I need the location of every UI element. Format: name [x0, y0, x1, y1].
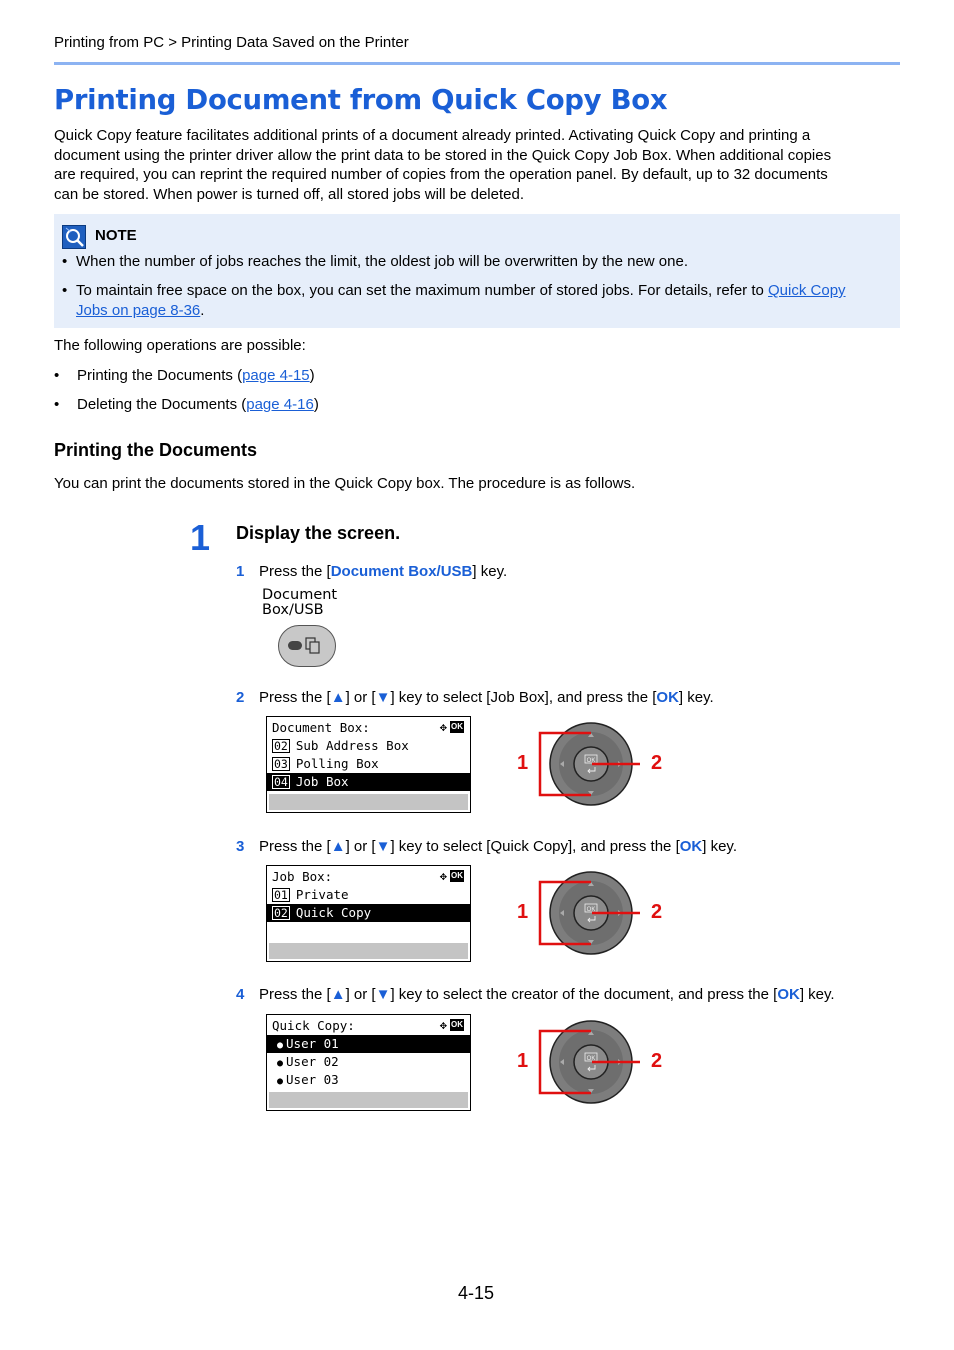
document-box-usb-key-label [262, 588, 337, 618]
lcd-menu-item[interactable] [267, 737, 470, 755]
note-item2-text: To maintain free space on the box, you can set the maximum number of stored jobs. For details, refer to [76, 282, 769, 299]
operation-text [77, 366, 654, 386]
operation-text [77, 395, 654, 415]
bullet: • [62, 282, 68, 299]
lcd-status-bar [269, 794, 468, 810]
note-item2-end: . [200, 301, 205, 319]
arrows-icon: ✥ [439, 1018, 447, 1032]
page-title: Printing Document from Quick Copy Box [54, 84, 668, 116]
substep-post: ] key. [472, 563, 508, 580]
key-label-line: Document [262, 587, 338, 603]
intro-line: Quick Copy feature facilitates additional prints of a document already printed. Activating Quick Copy and printing a [54, 127, 811, 144]
ok-icon: OK [451, 871, 463, 880]
substep-mid: ] or [ [345, 986, 376, 1003]
operations-intro: The following operations are possible: [54, 337, 306, 354]
lcd-quick-copy [266, 1014, 471, 1111]
quick-copy-jobs-link-b[interactable]: Jobs on page 8-36 [76, 301, 201, 319]
item-number: 03 [274, 757, 288, 771]
up-arrow-glyph: ▲ [330, 986, 346, 1003]
note-item-text: When the number of jobs reaches the limit, the oldest job will be overwritten by the new one. [76, 253, 688, 270]
note-item [62, 252, 892, 272]
lcd-document-box [266, 716, 471, 813]
lcd-menu-item[interactable] [267, 755, 470, 773]
arrows-icon: ✥ [439, 869, 447, 883]
op1-text: Printing the Documents ( [77, 367, 243, 384]
down-arrow-glyph: ▼ [375, 838, 391, 855]
ok-key-name: OK [656, 689, 679, 706]
callout-2: 2 [651, 901, 663, 923]
item-label: Private [295, 887, 349, 902]
item-label: User 03 [286, 1072, 339, 1087]
navigation-controller [512, 1019, 682, 1111]
substep-post: ] key. [702, 838, 737, 855]
intro-line: can be stored. When power is turned off, all stored jobs will be deleted. [54, 185, 524, 203]
step-number: 1 [190, 517, 211, 558]
lcd-menu-item-selected[interactable] [267, 1035, 470, 1053]
ok-icon: OK [451, 1020, 463, 1029]
lcd-menu-item-selected[interactable] [267, 773, 470, 791]
document-box-usb-key[interactable] [278, 625, 336, 667]
page-4-16-link[interactable]: page 4-16 [246, 396, 314, 413]
substep-post: ] key. [799, 986, 835, 1003]
item-label: User 01 [286, 1036, 339, 1051]
intro-line: document using the printer driver allow the print data to be stored in the Quick Copy Job Box. When additional copies [54, 146, 832, 164]
substep-post: ] key. [678, 689, 714, 706]
ok-key-name: OK [777, 986, 800, 1003]
item-label: User 02 [286, 1054, 339, 1069]
substep-pre: Press the [ [259, 838, 331, 855]
substep-pre: Press the [ [259, 689, 331, 706]
lcd-status-bar [269, 1092, 468, 1108]
substep-text [259, 837, 737, 857]
ok-key-label: OK [586, 907, 596, 913]
quick-copy-jobs-link-a[interactable]: Quick Copy [768, 282, 846, 299]
note-icon [62, 225, 86, 249]
substep-number: 4 [236, 986, 245, 1003]
key-label-line: Box/USB [262, 602, 324, 618]
item-number: 04 [274, 775, 288, 789]
user-icon: ● [277, 1040, 284, 1051]
substep-number: 3 [236, 838, 245, 855]
breadcrumb: Printing from PC > Printing Data Saved on the Printer [54, 34, 409, 51]
lcd-menu-item[interactable] [267, 1071, 470, 1089]
bullet: • [54, 367, 60, 384]
arrows-icon: ✥ [439, 720, 447, 734]
substep-2 [236, 688, 936, 708]
document-box-usb-key-name: Document Box/USB [330, 563, 473, 580]
substep-number: 1 [236, 563, 245, 580]
user-icon: ● [277, 1076, 284, 1087]
bullet: • [54, 396, 60, 413]
substep-pre: Press the [ [259, 986, 331, 1003]
ok-key-name: OK [679, 838, 703, 855]
header-rule [54, 62, 900, 65]
ok-key-label: OK [586, 758, 596, 764]
up-arrow-glyph: ▲ [330, 689, 346, 706]
user-icon: ● [277, 1058, 284, 1069]
up-arrow-glyph: ▲ [330, 838, 346, 855]
lcd-title: Job Box: [272, 869, 333, 884]
operation-item [54, 366, 654, 386]
lcd-menu-item[interactable] [267, 886, 470, 904]
page-number: 4-15 [458, 1283, 495, 1303]
page-4-15-link[interactable]: page 4-15 [242, 367, 310, 384]
down-arrow-glyph: ▼ [375, 986, 391, 1003]
substep-text [259, 985, 835, 1005]
document-box-icon [279, 626, 334, 665]
op2-close: ) [313, 396, 319, 413]
lcd-status-bar [269, 943, 468, 959]
section-heading: Printing the Documents [54, 440, 258, 460]
callout-2: 2 [651, 752, 663, 774]
substep-mid: ] or [ [345, 689, 376, 706]
operation-item [54, 395, 654, 415]
item-number: 01 [274, 888, 288, 902]
lcd-job-box [266, 865, 471, 962]
substep-text [259, 562, 507, 582]
bullet: • [62, 253, 68, 270]
substep-mid: ] key to select [Quick Copy], and press the [ [390, 838, 680, 855]
lcd-title: Quick Copy: [272, 1018, 355, 1033]
substep-3 [236, 837, 936, 857]
intro-paragraph [54, 126, 900, 204]
note-label: NOTE [95, 227, 137, 244]
item-label: Sub Address Box [295, 738, 409, 753]
callout-1: 1 [517, 752, 529, 774]
item-label: Polling Box [295, 756, 379, 771]
note-item [62, 281, 892, 321]
substep-1 [236, 562, 936, 582]
substep-mid: ] or [ [345, 838, 376, 855]
navigation-controller [512, 721, 682, 813]
item-number: 02 [274, 906, 288, 920]
callout-2: 2 [651, 1050, 663, 1072]
callout-1: 1 [517, 1050, 529, 1072]
op2-text: Deleting the Documents ( [77, 396, 247, 413]
note-item-text [76, 281, 892, 320]
substep-number: 2 [236, 689, 245, 706]
section-text: You can print the documents stored in the Quick Copy box. The procedure is as follows. [54, 475, 636, 492]
ok-icon: OK [451, 722, 463, 731]
step-title: Display the screen. [236, 523, 401, 543]
ok-key-label: OK [586, 1056, 596, 1062]
op1-close: ) [309, 367, 315, 384]
item-label: Job Box [295, 774, 349, 789]
substep-mid: ] key to select [Job Box], and press the [ [390, 689, 657, 706]
substep-text [259, 688, 714, 708]
callout-1: 1 [517, 901, 529, 923]
intro-line: are required, you can reprint the required number of copies from the operation panel. By default, up to 32 documents [54, 166, 828, 183]
lcd-title: Document Box: [272, 720, 370, 735]
item-number: 02 [274, 739, 288, 753]
lcd-menu-item[interactable] [267, 1053, 470, 1071]
navigation-controller [512, 870, 682, 962]
substep-pre: Press the [ [259, 563, 331, 580]
substep-mid: ] key to select the creator of the document, and press the [ [390, 986, 778, 1003]
down-arrow-glyph: ▼ [375, 689, 391, 706]
lcd-menu-item-selected[interactable] [267, 904, 470, 922]
item-label: Quick Copy [295, 905, 372, 920]
substep-4 [236, 985, 936, 1005]
